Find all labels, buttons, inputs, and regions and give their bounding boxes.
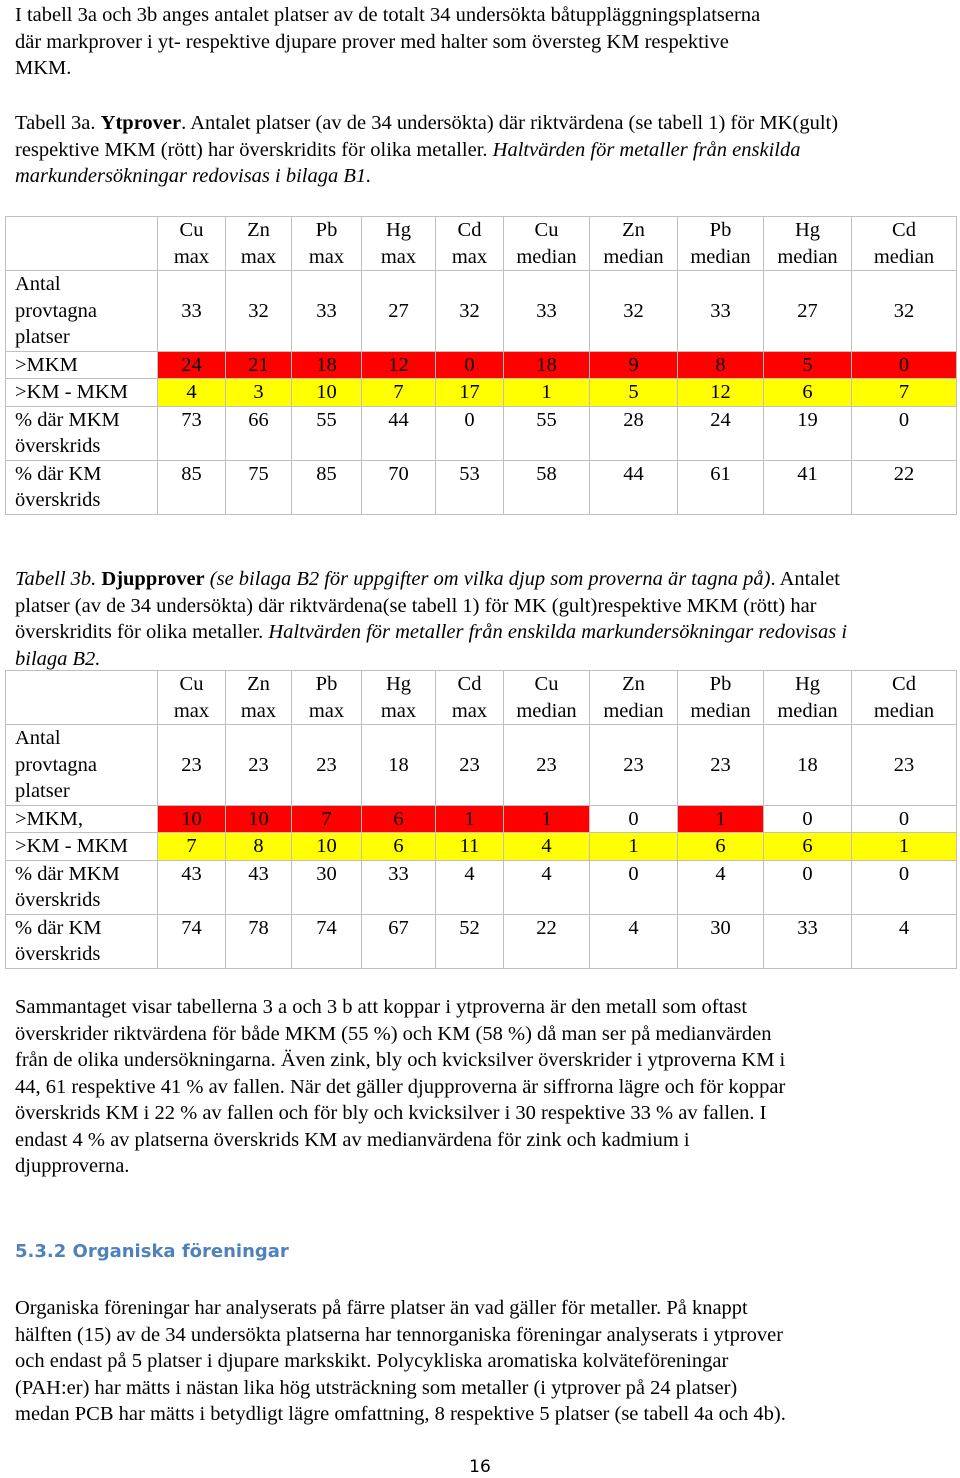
table-3a — [5, 216, 957, 515]
column-header — [436, 671, 504, 725]
column-header-line: Cu — [534, 673, 559, 695]
row-label — [6, 833, 158, 861]
column-header-line: Pb — [709, 673, 732, 695]
paragraph-line: hälften (15) av de 34 undersökta platserna har tennorganiska föreningar analyserats i ytprover — [15, 1323, 784, 1346]
column-header-line: median — [873, 699, 935, 722]
table-cell: 0 — [436, 351, 504, 379]
table-cell: 33 — [158, 271, 226, 352]
table-cell: 73 — [158, 406, 226, 460]
table-cell: 7 — [852, 379, 957, 407]
caption-label: Tabell 3b. — [15, 568, 97, 590]
table-cell: 44 — [362, 406, 436, 460]
table-cell: 10 — [292, 379, 362, 407]
table-cell: 18 — [504, 351, 590, 379]
table-header-row — [6, 671, 957, 725]
row-label-line: % där KM — [15, 462, 102, 485]
column-header-line: Zn — [622, 673, 645, 695]
table-cell: 30 — [678, 914, 764, 968]
table-cell: 1 — [852, 833, 957, 861]
table-cell: 32 — [226, 271, 292, 352]
table-cell: 66 — [226, 406, 292, 460]
column-header — [504, 217, 590, 271]
column-header-line: max — [451, 699, 488, 722]
organic-paragraph — [15, 1295, 950, 1428]
table-cell: 27 — [362, 271, 436, 352]
column-header — [852, 217, 957, 271]
row-label-line: platser — [15, 780, 70, 802]
column-header-line: Cd — [892, 219, 916, 241]
row-label-line: överskrids — [15, 943, 101, 965]
caption-sub: (se bilaga B2 för uppgifter om vilka djup som proverna är tagna på) — [204, 568, 771, 590]
table-cell: 61 — [678, 460, 764, 514]
table-cell: 17 — [436, 379, 504, 407]
intro-line: där markprover i yt- respektive djupare prover med halter som översteg KM respektive — [15, 30, 729, 53]
column-header-line: Pb — [709, 219, 732, 241]
table-cell: 33 — [362, 860, 436, 914]
column-header — [590, 671, 678, 725]
table-row — [6, 406, 957, 460]
section-number: 5.3.2 — [15, 1241, 67, 1262]
corner-cell — [6, 671, 158, 725]
caption-text: överskridits för olika metaller. — [15, 621, 264, 643]
row-label-line: >MKM, — [15, 807, 83, 830]
table-cell: 33 — [678, 271, 764, 352]
column-header — [852, 671, 957, 725]
column-header-line: Cd — [457, 673, 482, 695]
table-cell: 52 — [436, 914, 504, 968]
table-cell: 8 — [226, 833, 292, 861]
column-header-line: Zn — [247, 219, 270, 241]
column-header-line: Cd — [457, 219, 482, 241]
table-cell: 10 — [158, 805, 226, 833]
table-cell: 4 — [504, 860, 590, 914]
table-cell: 0 — [764, 860, 852, 914]
caption-text: respektive MKM (rött) har överskridits för olika metaller. — [15, 138, 488, 161]
table-cell: 74 — [292, 914, 362, 968]
row-label-line: Antal — [15, 273, 61, 295]
column-header-line: median — [777, 699, 838, 722]
table-header-row — [6, 217, 957, 271]
table-cell: 32 — [852, 271, 957, 352]
column-header-line: max — [451, 245, 488, 268]
row-label — [6, 914, 158, 968]
column-header-line: median — [690, 699, 751, 722]
table-cell: 33 — [292, 271, 362, 352]
table-cell: 6 — [362, 833, 436, 861]
intro-line: I tabell 3a och 3b anges antalet platser av de totalt 34 undersökta båtuppläggningsplatserna — [15, 4, 761, 26]
paragraph-line: medan PCB har mätts i betydligt lägre omfattning, 8 respektive 5 platser (se tabell 4a och 4b). — [15, 1403, 786, 1425]
table-cell: 0 — [436, 406, 504, 460]
caption-title: Ytprover — [100, 112, 182, 134]
column-header-line: Cu — [179, 219, 204, 241]
table-cell: 43 — [226, 860, 292, 914]
page-number: 16 — [469, 1457, 491, 1477]
table-cell: 53 — [436, 460, 504, 514]
table-cell: 4 — [158, 379, 226, 407]
table-cell: 1 — [590, 833, 678, 861]
column-header — [158, 217, 226, 271]
row-label-line: % där MKM — [15, 862, 120, 885]
table-cell: 18 — [292, 351, 362, 379]
caption-note: markundersökningar redovisas i bilaga B1. — [15, 165, 372, 187]
paragraph-line: Organiska föreningar har analyserats på färre platser än vad gäller för metaller. På knappt — [15, 1297, 748, 1319]
caption-title: Djupprover — [101, 568, 205, 590]
column-header-line: Hg — [385, 219, 412, 241]
table-cell: 23 — [852, 725, 957, 806]
row-label-line: % där MKM — [15, 408, 120, 431]
row-label-line: överskrids — [15, 889, 101, 911]
column-header — [436, 217, 504, 271]
table-row — [6, 914, 957, 968]
column-header — [226, 671, 292, 725]
table-row — [6, 833, 957, 861]
table-cell: 18 — [764, 725, 852, 806]
column-header-line: Hg — [794, 219, 821, 241]
caption-note: Haltvärden för metaller från enskilda — [487, 138, 801, 161]
column-header-line: Hg — [385, 673, 412, 695]
column-header-line: max — [380, 245, 417, 268]
row-label — [6, 805, 158, 833]
table-3a-caption — [15, 110, 950, 190]
column-header — [764, 671, 852, 725]
table-cell: 55 — [292, 406, 362, 460]
table-cell: 7 — [158, 833, 226, 861]
row-label — [6, 351, 158, 379]
table-row — [6, 860, 957, 914]
table-row — [6, 379, 957, 407]
column-header-line: max — [308, 699, 345, 722]
table-cell: 41 — [764, 460, 852, 514]
table-cell: 4 — [504, 833, 590, 861]
column-header-line: Pb — [315, 219, 338, 241]
table-cell: 18 — [362, 725, 436, 806]
paragraph-line: 44, 61 respektive 41 % av fallen. När det gäller djupproverna är siffrorna lägre och för koppar — [15, 1075, 786, 1098]
column-header — [362, 217, 436, 271]
table-cell: 19 — [764, 406, 852, 460]
paragraph-line: överskrids KM i 22 % av fallen och för bly och kvicksilver i 30 respektive 33 % av fallen. I — [15, 1102, 767, 1124]
column-header-line: max — [380, 699, 417, 722]
column-header-line: max — [173, 699, 210, 722]
row-label — [6, 271, 158, 352]
table-cell: 23 — [436, 725, 504, 806]
table-cell: 3 — [226, 379, 292, 407]
corner-cell — [6, 217, 158, 271]
table-cell: 23 — [678, 725, 764, 806]
table-cell: 8 — [678, 351, 764, 379]
table-cell: 70 — [362, 460, 436, 514]
table-cell: 11 — [436, 833, 504, 861]
table-cell: 75 — [226, 460, 292, 514]
paragraph-line: och endast på 5 platser i djupare markskikt. Polycykliska aromatiska kolväteföreningar — [15, 1350, 729, 1372]
table-cell: 6 — [764, 379, 852, 407]
table-cell: 85 — [158, 460, 226, 514]
column-header — [292, 671, 362, 725]
caption-label: Tabell 3a. — [15, 112, 96, 134]
column-header-line: Cu — [179, 673, 204, 695]
table-cell: 10 — [226, 805, 292, 833]
table-cell: 0 — [764, 805, 852, 833]
column-header-line: median — [690, 245, 751, 268]
row-label-line: provtagna — [15, 753, 97, 776]
caption-note: bilaga B2. — [15, 647, 101, 670]
section-heading — [15, 1238, 289, 1266]
table-cell: 21 — [226, 351, 292, 379]
column-header-line: Hg — [794, 673, 821, 695]
table-cell: 4 — [590, 914, 678, 968]
column-header-line: Zn — [622, 219, 645, 241]
column-header-line: median — [516, 699, 577, 722]
table-cell: 23 — [590, 725, 678, 806]
paragraph-line: (PAH:er) har mätts i nästan lika hög utsträckning som metaller (i ytprover på 24 platser) — [15, 1376, 738, 1399]
row-label — [6, 725, 158, 806]
table-cell: 12 — [362, 351, 436, 379]
column-header-line: max — [240, 245, 277, 268]
table-cell: 0 — [852, 805, 957, 833]
row-label-line: Antal — [15, 727, 61, 749]
column-header — [590, 217, 678, 271]
paragraph-line: djupproverna. — [15, 1155, 130, 1177]
table-cell: 7 — [362, 379, 436, 407]
column-header-line: Cu — [534, 219, 559, 241]
table-cell: 6 — [764, 833, 852, 861]
row-label — [6, 860, 158, 914]
column-header — [678, 671, 764, 725]
row-label — [6, 379, 158, 407]
table-cell: 6 — [678, 833, 764, 861]
intro-paragraph — [15, 2, 950, 82]
summary-paragraph — [15, 994, 950, 1180]
table-cell: 7 — [292, 805, 362, 833]
table-cell: 85 — [292, 460, 362, 514]
table-cell: 4 — [436, 860, 504, 914]
caption-text: . Antalet platser (av de 34 undersökta) där riktvärdena (se tabell 1) för MK(gult) — [181, 112, 839, 134]
row-label-line: % där KM — [15, 916, 102, 939]
table-cell: 22 — [852, 460, 957, 514]
column-header — [362, 671, 436, 725]
paragraph-line: överskrider riktvärdena för både MKM (55 %) och KM (58 %) då man ser på medianvärden — [15, 1022, 772, 1045]
table-cell: 74 — [158, 914, 226, 968]
table-cell: 10 — [292, 833, 362, 861]
column-header-line: Cd — [892, 673, 916, 695]
caption-text: . Antalet — [770, 568, 840, 590]
table-cell: 0 — [590, 805, 678, 833]
table-3b — [5, 670, 957, 969]
row-label-line: överskrids — [15, 435, 101, 457]
table-cell: 23 — [158, 725, 226, 806]
table-cell: 78 — [226, 914, 292, 968]
table-cell: 5 — [764, 351, 852, 379]
table-cell: 67 — [362, 914, 436, 968]
row-label-line: provtagna — [15, 299, 97, 322]
paragraph-line: Sammantaget visar tabellerna 3 a och 3 b att koppar i ytproverna är den metall som oftast — [15, 996, 748, 1018]
table-cell: 55 — [504, 406, 590, 460]
row-label — [6, 406, 158, 460]
table-row — [6, 351, 957, 379]
column-header — [764, 217, 852, 271]
table-cell: 1 — [504, 805, 590, 833]
table-cell: 30 — [292, 860, 362, 914]
table-cell: 28 — [590, 406, 678, 460]
table-cell: 6 — [362, 805, 436, 833]
column-header-line: max — [173, 245, 210, 268]
row-label-line: överskrids — [15, 489, 101, 511]
caption-text: platser (av de 34 undersökta) där riktvärdena(se tabell 1) för MK (gult)respektive MKM (rött) har — [15, 594, 817, 617]
table-row — [6, 460, 957, 514]
table-cell: 24 — [158, 351, 226, 379]
row-label-line: >KM - MKM — [15, 835, 128, 857]
table-cell: 1 — [678, 805, 764, 833]
column-header-line: median — [603, 245, 664, 268]
table-cell: 0 — [852, 406, 957, 460]
table-cell: 12 — [678, 379, 764, 407]
column-header-line: median — [873, 245, 935, 268]
table-cell: 0 — [852, 860, 957, 914]
table-row — [6, 271, 957, 352]
column-header-line: max — [308, 245, 345, 268]
row-label-line: >KM - MKM — [15, 381, 128, 403]
table-cell: 9 — [590, 351, 678, 379]
row-label — [6, 460, 158, 514]
column-header — [292, 217, 362, 271]
table-cell: 23 — [504, 725, 590, 806]
row-label-line: >MKM — [15, 353, 78, 376]
table-3b-caption — [15, 566, 950, 672]
column-header-line: max — [240, 699, 277, 722]
table-cell: 23 — [226, 725, 292, 806]
table-cell: 33 — [764, 914, 852, 968]
table-cell: 1 — [436, 805, 504, 833]
table-row — [6, 805, 957, 833]
table-cell: 4 — [678, 860, 764, 914]
table-cell: 0 — [852, 351, 957, 379]
table-cell: 5 — [590, 379, 678, 407]
table-cell: 1 — [504, 379, 590, 407]
table-cell: 43 — [158, 860, 226, 914]
table-cell: 4 — [852, 914, 957, 968]
table-cell: 44 — [590, 460, 678, 514]
intro-line: MKM. — [15, 57, 72, 79]
table-cell: 27 — [764, 271, 852, 352]
column-header-line: median — [603, 699, 664, 722]
table-cell: 33 — [504, 271, 590, 352]
column-header-line: median — [777, 245, 838, 268]
column-header — [678, 217, 764, 271]
table-cell: 24 — [678, 406, 764, 460]
caption-note: Haltvärden för metaller från enskilda markundersökningar redovisas i — [263, 621, 848, 643]
section-title: Organiska föreningar — [72, 1241, 289, 1262]
column-header-line: median — [516, 245, 577, 268]
column-header — [504, 671, 590, 725]
column-header-line: Pb — [315, 673, 338, 695]
table-cell: 0 — [590, 860, 678, 914]
column-header — [226, 217, 292, 271]
table-cell: 32 — [436, 271, 504, 352]
column-header — [158, 671, 226, 725]
table-cell: 58 — [504, 460, 590, 514]
paragraph-line: från de olika undersökningarna. Även zink, bly och kvicksilver överskrider i ytproverna KM i — [15, 1049, 786, 1071]
paragraph-line: endast 4 % av platserna överskrids KM av medianvärdena för zink och kadmium i — [15, 1128, 690, 1151]
table-cell: 23 — [292, 725, 362, 806]
table-cell: 32 — [590, 271, 678, 352]
column-header-line: Zn — [247, 673, 270, 695]
row-label-line: platser — [15, 326, 70, 348]
table-cell: 22 — [504, 914, 590, 968]
table-row — [6, 725, 957, 806]
